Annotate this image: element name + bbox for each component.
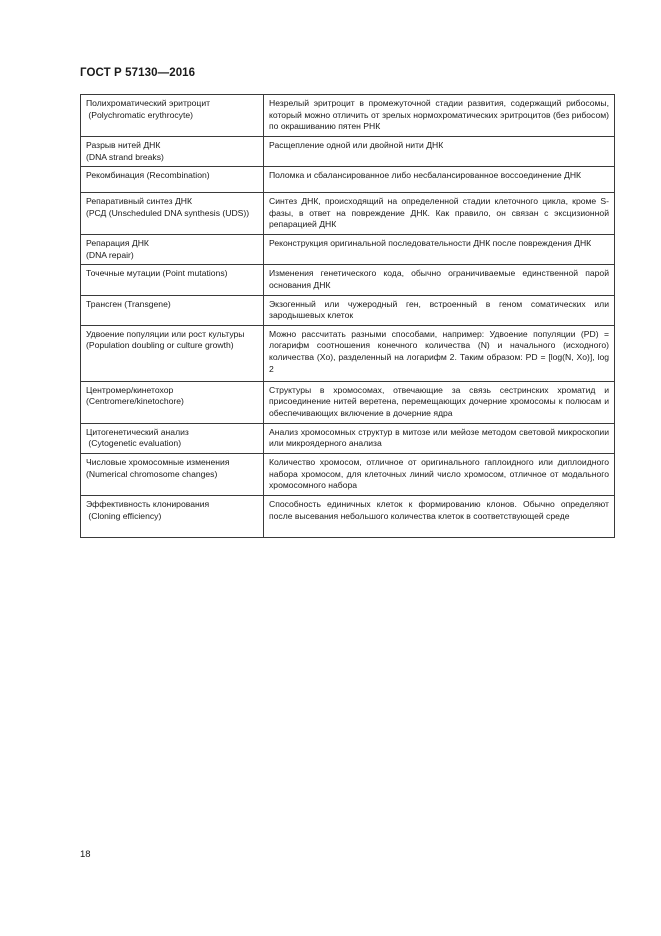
table-row xyxy=(81,95,615,137)
definition-cell: Изменения генетического кода, обычно ограничиваемые единственной парой основания ДНК xyxy=(264,265,615,295)
definition-cell: Реконструкция оригинальной последовательности ДНК после повреждения ДНК xyxy=(264,235,615,265)
term-russian: Полихроматический эритроцит xyxy=(86,98,211,108)
term-english: (DNA strand breaks) xyxy=(86,151,164,162)
table-row xyxy=(81,325,615,381)
table-row xyxy=(81,381,615,423)
definition-cell: Экзогенный или чужеродный ген, встроенный в геном соматических или зародышевых клеток xyxy=(264,295,615,325)
definition-cell: Синтез ДНК, происходящий на определенной стадии клеточного цикла, кроме S-фазы, в ответ на повреждение ДНК. Как правило, он связан с эксцизионной репарацией ДНК xyxy=(264,193,615,235)
table-row xyxy=(81,423,615,453)
term-russian: Трансген (Transgene) xyxy=(86,298,171,309)
definition-cell: Количество хромосом, отличное от оригинального гаплоидного или диплоидного набора хромосом, для клеточных линий число хромосом, отличное от модального хромосомного набора xyxy=(264,453,615,495)
term-russian: Точечные мутации (Point mutations) xyxy=(86,268,228,279)
term-english: (DNA repair) xyxy=(86,249,134,260)
term-cell xyxy=(81,453,264,495)
term-russian: Числовые хромосомные изменения xyxy=(86,456,230,467)
terms-table xyxy=(80,94,615,538)
term-russian: Центромер/кинетохор xyxy=(86,384,174,395)
term-cell xyxy=(81,295,264,325)
document-header: ГОСТ Р 57130—2016 xyxy=(80,67,196,79)
definition-cell: Способность единичных клеток к формированию клонов. Обычно определяют после высевания небольшого количества клеток в соответствующей среде xyxy=(264,495,615,537)
term-english: (Numerical chromosome changes) xyxy=(86,468,218,479)
definition-cell: Анализ хромосомных структур в митозе или мейозе методом световой микроскопии или микроядерного анализа xyxy=(264,423,615,453)
term-english: (Polychromatic erythrocyte) xyxy=(86,109,193,120)
term-cell xyxy=(81,193,264,235)
definition-cell: Можно рассчитать разными способами, например: Удвоение популяции (PD) = логарифм соотношения конечного количества (N) и начального (исходного) количества (Xo), разделенный на логарифм 2. Таким образом: PD = [log(N, Xo)], log 2 xyxy=(264,325,615,381)
term-cell xyxy=(81,95,264,137)
term-russian: Рекомбинация (Recombination) xyxy=(86,170,210,181)
table-row xyxy=(81,453,615,495)
table-row xyxy=(81,137,615,167)
term-russian: Репарация ДНК xyxy=(86,238,149,249)
term-cell xyxy=(81,381,264,423)
definition-cell: Структуры в хромосомах, отвечающие за связь сестринских хроматид и присоединение нитей веретена, перемещающих дочерние хромосомы к полюсам и обеспечивающих включение в дочерние ядра xyxy=(264,381,615,423)
table-row xyxy=(81,295,615,325)
page-number: 18 xyxy=(80,849,91,860)
definition-cell: Поломка и сбалансированное либо несбалансированное воссоединение ДНК xyxy=(264,167,615,193)
table-row xyxy=(81,235,615,265)
table-row xyxy=(81,193,615,235)
term-cell xyxy=(81,265,264,295)
term-russian: Цитогенетический анализ xyxy=(86,426,189,437)
term-russian: Репаративный синтез ДНК xyxy=(86,196,192,207)
term-russian: Разрыв нитей ДНК xyxy=(86,140,161,150)
table-row xyxy=(81,265,615,295)
term-english: (Cloning efficiency) xyxy=(86,510,162,521)
term-english: (Cytogenetic evaluation) xyxy=(86,438,182,449)
term-cell xyxy=(81,325,264,381)
terms-table-body xyxy=(81,95,615,538)
term-cell xyxy=(81,137,264,167)
term-english: (РСД (Unscheduled DNA synthesis (UDS)) xyxy=(86,207,250,218)
definition-cell: Незрелый эритроцит в промежуточной стадии развития, содержащий рибосомы, который можно отличить от зрелых нормохроматических эритроцитов (без рибосом) по окрашиванию пятен РНК xyxy=(264,95,615,137)
term-cell xyxy=(81,495,264,537)
term-cell xyxy=(81,423,264,453)
table-row xyxy=(81,495,615,537)
table-row xyxy=(81,167,615,193)
term-russian: Удвоение популяции или рост культуры xyxy=(86,328,245,339)
term-cell xyxy=(81,167,264,193)
term-russian: Эффективность клонирования xyxy=(86,498,210,509)
definition-cell: Расщепление одной или двойной нити ДНК xyxy=(264,137,615,167)
term-cell xyxy=(81,235,264,265)
term-english: (Centromere/kinetochore) xyxy=(86,396,184,407)
term-english: (Population doubling or culture growth) xyxy=(86,340,234,351)
